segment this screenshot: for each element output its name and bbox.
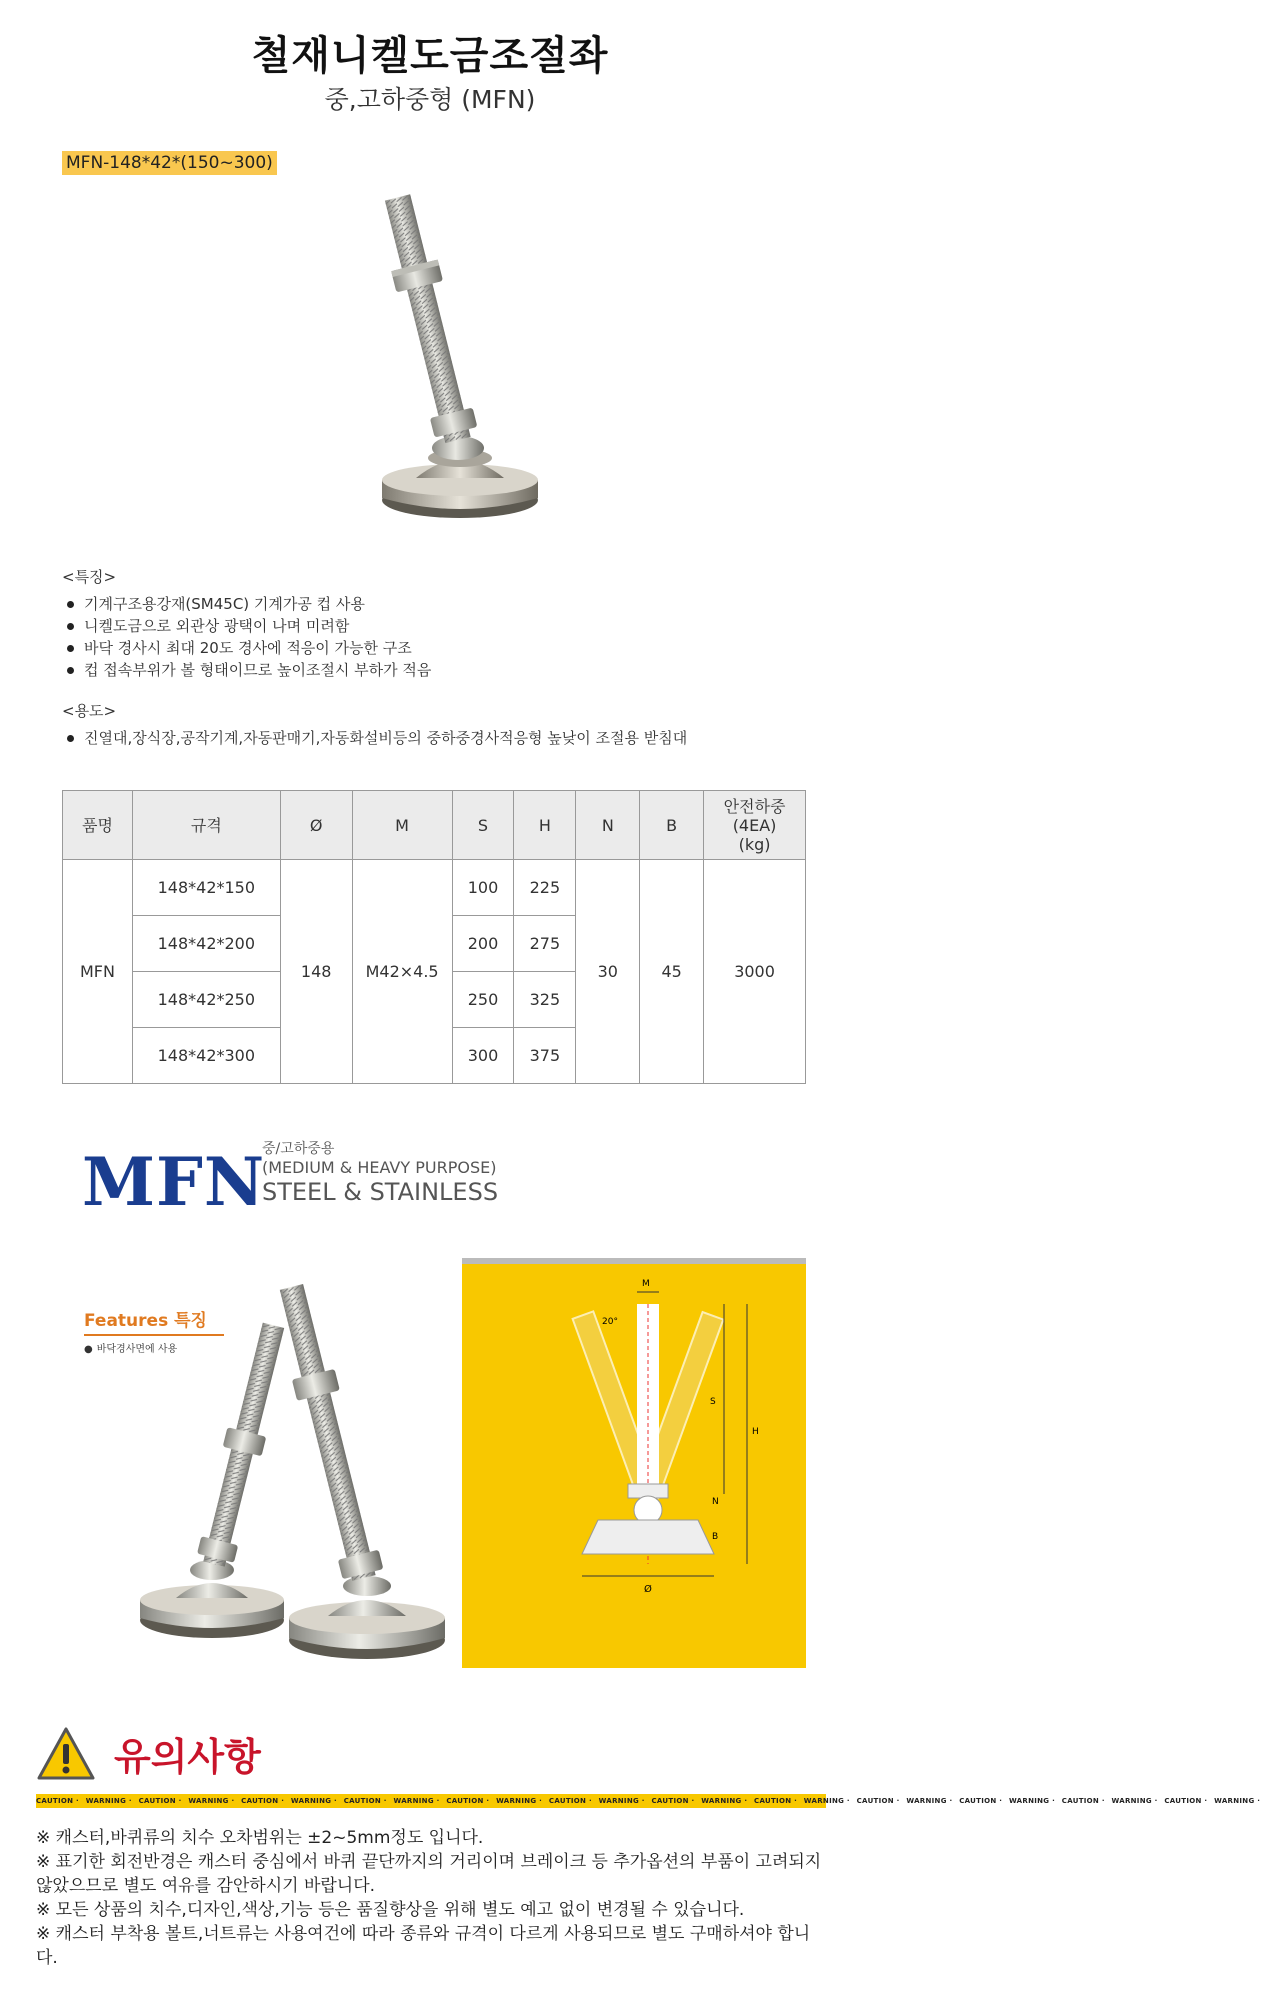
- cell-s: 100: [452, 860, 514, 916]
- caution-tape-word: WARNING ·: [1214, 1797, 1261, 1805]
- table-header-row: [63, 791, 806, 860]
- cell-load: 3000: [704, 860, 806, 1084]
- diagram-label-n: N: [712, 1497, 719, 1507]
- header-load: [704, 791, 806, 860]
- promo-products-illustration: [102, 1228, 482, 1668]
- promo-feature-item: ● 바닥경사면에 사용: [84, 1340, 177, 1355]
- caution-tape-word: WARNING ·: [598, 1797, 648, 1805]
- list-item: 니켈도금으로 외관상 광택이 나며 미려함: [62, 615, 431, 637]
- header-n: N: [576, 791, 640, 860]
- model-tag: MFN-148*42*(150~300): [62, 151, 277, 175]
- header-load-line3: (kg): [738, 834, 771, 854]
- header-s: S: [452, 791, 514, 860]
- caution-tape-word: CAUTION ·: [651, 1797, 698, 1805]
- table-row: [63, 860, 806, 916]
- cell-spec: 148*42*250: [132, 972, 280, 1028]
- caution-tape-word: WARNING ·: [1008, 1797, 1058, 1805]
- caution-tape-word: CAUTION ·: [241, 1797, 287, 1805]
- promo-features-title: Features 특징: [84, 1306, 224, 1336]
- cell-b: 45: [640, 860, 704, 1084]
- dimension-diagram-panel: [462, 1258, 806, 1668]
- promo-sub-material: STEEL & STAINLESS: [262, 1178, 499, 1206]
- cell-name: MFN: [63, 860, 133, 1084]
- cell-diameter: 148: [280, 860, 352, 1084]
- caution-tape-word: CAUTION ·: [548, 1797, 595, 1805]
- list-item: 기계구조용강재(SM45C) 기계가공 컵 사용: [62, 593, 431, 615]
- caution-tape-word: WARNING ·: [188, 1797, 238, 1805]
- diagram-label-h: H: [752, 1427, 759, 1437]
- cell-n: 30: [576, 860, 640, 1084]
- caution-tape-word: WARNING ·: [803, 1797, 853, 1805]
- promo-banner: [62, 1128, 806, 1683]
- usage-heading: <용도>: [62, 702, 117, 720]
- list-item: 컵 접속부위가 볼 형태이므로 높이조절시 부하가 적음: [62, 659, 431, 681]
- caution-tape-word: CAUTION ·: [754, 1797, 800, 1805]
- caution-tape-word: WARNING ·: [85, 1797, 135, 1805]
- caution-tape-word: WARNING ·: [290, 1797, 340, 1805]
- diagram-label-m: M: [642, 1279, 650, 1289]
- warning-icon: [36, 1726, 96, 1782]
- caution-tape-word: CAUTION ·: [1164, 1797, 1211, 1805]
- note-item: ※ 모든 상품의 치수,디자인,색상,기능 등은 품질향상을 위해 별도 예고 없이 변경될 수 있습니다.: [36, 1900, 745, 1920]
- usage-list: [62, 727, 687, 749]
- caution-tape-word: CAUTION ·: [343, 1797, 390, 1805]
- cell-spec: 148*42*150: [132, 860, 280, 916]
- caution-title: 유의사항: [114, 1735, 261, 1779]
- header-thread: M: [352, 791, 452, 860]
- caution-tape-word: CAUTION ·: [138, 1797, 185, 1805]
- features-section: [62, 566, 431, 681]
- note-item: ※ 캐스터,바퀴류의 치수 오차범위는 ±2~5mm정도 입니다.: [36, 1828, 484, 1848]
- list-item: 바닥 경사시 최대 20도 경사에 적응이 가능한 구조: [62, 637, 431, 659]
- page-title: 철재니켈도금조절좌: [251, 33, 609, 79]
- dimension-diagram: [462, 1264, 806, 1668]
- caution-tape-word: WARNING ·: [393, 1797, 443, 1805]
- cell-spec: 148*42*300: [132, 1028, 280, 1084]
- cell-spec: 148*42*200: [132, 916, 280, 972]
- diagram-label-s: S: [710, 1397, 716, 1407]
- cell-thread: M42×4.5: [352, 860, 452, 1084]
- header-load-line2: (4EA): [732, 815, 777, 835]
- caution-tape-word: WARNING ·: [906, 1797, 956, 1805]
- product-photo: [330, 180, 690, 550]
- note-item: ※ 표기한 회전반경은 캐스터 중심에서 바퀴 끝단까지의 거리이며 브레이크 등 추가옵션의 부품이 고려되지 않았으므로 별도 여유를 감안하시기 바랍니다.: [36, 1852, 822, 1896]
- cell-s: 200: [452, 916, 514, 972]
- diagram-label-b: B: [712, 1532, 719, 1542]
- header-spec: 규격: [132, 791, 280, 860]
- features-heading: <특징>: [62, 568, 117, 586]
- caution-tape-word: CAUTION ·: [959, 1797, 1005, 1805]
- cell-h: 375: [514, 1028, 576, 1084]
- caution-tape-strip: [36, 1794, 1261, 1808]
- header-b: B: [640, 791, 704, 860]
- cell-h: 225: [514, 860, 576, 916]
- diagram-label-angle: 20°: [602, 1317, 618, 1327]
- list-item: 진열대,장식장,공작기계,자동판매기,자동화설비등의 중하중경사적응형 높낮이 조절용 받침대: [62, 727, 687, 749]
- header-load-line1: 안전하중: [723, 796, 786, 816]
- cell-s: 250: [452, 972, 514, 1028]
- promo-sub-korean: 중/고하중용: [262, 1141, 335, 1157]
- caution-tape-word: WARNING ·: [496, 1797, 545, 1805]
- cell-h: 275: [514, 916, 576, 972]
- caution-tape-word: CAUTION ·: [1061, 1797, 1108, 1805]
- caution-tape-word: CAUTION ·: [446, 1797, 493, 1805]
- caution-notes: [36, 1826, 826, 1970]
- leveling-foot-illustration: [330, 180, 690, 550]
- cell-s: 300: [452, 1028, 514, 1084]
- usage-section: [62, 700, 687, 749]
- promo-sub-purpose: (MEDIUM & HEAVY PURPOSE): [262, 1158, 497, 1177]
- page-subtitle: 중,고하중형 (MFN): [324, 85, 536, 114]
- caution-tape-word: CAUTION ·: [856, 1797, 903, 1805]
- note-item: ※ 캐스터 부착용 볼트,너트류는 사용여건에 따라 종류와 규격이 다르게 사용되므로 별도 구매하셔야 합니다.: [36, 1924, 811, 1968]
- spec-table: [62, 790, 806, 1084]
- caution-tape-word: WARNING ·: [1111, 1797, 1161, 1805]
- cell-h: 325: [514, 972, 576, 1028]
- header-h: H: [514, 791, 576, 860]
- caution-tape-word: CAUTION ·: [36, 1797, 82, 1805]
- caution-tape-word: WARNING ·: [701, 1797, 751, 1805]
- header-name: 품명: [63, 791, 133, 860]
- mfn-logo: MFN: [82, 1143, 266, 1221]
- header-diameter: Ø: [280, 791, 352, 860]
- features-list: [62, 593, 431, 681]
- diagram-label-diameter: Ø: [644, 1584, 652, 1595]
